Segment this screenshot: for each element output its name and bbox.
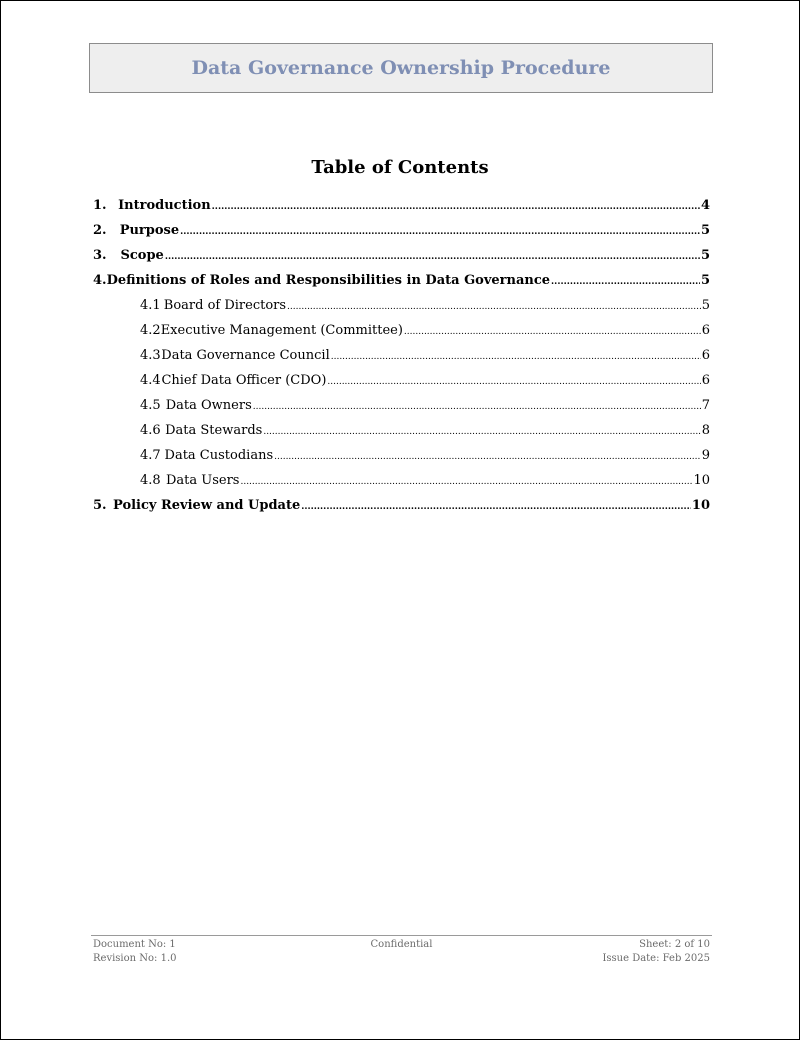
toc-dot-leader: [287, 296, 701, 318]
toc-entry-introduction[interactable]: [93, 195, 710, 220]
toc-entry-definitions[interactable]: [93, 270, 710, 295]
toc-entry-number: 4.1: [140, 298, 161, 313]
toc-entry-executive-management[interactable]: [93, 320, 710, 345]
toc-dot-leader: [240, 471, 692, 493]
toc-dot-leader: [253, 396, 701, 418]
toc-entry-title: Data Governance Council: [161, 348, 330, 363]
toc-dot-leader: [331, 346, 701, 368]
toc-entry-page: 5: [700, 248, 710, 263]
toc-entry-title: Data Custodians: [164, 448, 274, 463]
toc-entry-title: Definitions of Roles and Responsibilities in Data Governance: [106, 273, 551, 288]
toc-entry-title: Data Stewards: [165, 423, 263, 438]
toc-entry-title: Board of Directors: [163, 298, 287, 313]
toc-entry-title: Chief Data Officer (CDO): [161, 373, 327, 388]
toc-entry-number: 4.3: [140, 348, 161, 363]
toc-entry-page: 5: [701, 298, 710, 313]
toc-dot-leader: [301, 496, 691, 518]
toc-entry-page: 6: [701, 373, 710, 388]
toc-entry-chief-data-officer[interactable]: [93, 370, 710, 395]
toc-dot-leader: [212, 196, 700, 218]
toc-entry-purpose[interactable]: [93, 220, 710, 245]
toc-entry-number: 3.: [93, 248, 107, 263]
toc-entry-page: 6: [701, 323, 710, 338]
toc-dot-leader: [551, 271, 700, 293]
toc-entry-title: Scope: [120, 248, 164, 263]
sheet-number: Sheet: 2 of 10: [639, 939, 710, 950]
toc-entry-number: 4.4: [140, 373, 161, 388]
toc-entry-number: 4.8: [140, 473, 161, 488]
toc-entry-number: 5.: [93, 498, 107, 513]
toc-entry-title: Data Owners: [165, 398, 252, 413]
toc-entry-page: 9: [701, 448, 710, 463]
toc-dot-leader: [165, 246, 700, 268]
toc-dot-leader: [404, 321, 701, 343]
toc-dot-leader: [263, 421, 700, 443]
toc-entry-page: 5: [700, 273, 710, 288]
toc-entry-page: 5: [700, 223, 710, 238]
toc-entry-title: Policy Review and Update: [113, 498, 301, 513]
toc-entry-number: 2.: [93, 223, 107, 238]
issue-date: Issue Date: Feb 2025: [602, 953, 710, 964]
toc-entry-page: 6: [701, 348, 710, 363]
revision-number: Revision No: 1.0: [93, 953, 177, 964]
toc-heading: Table of Contents: [311, 157, 489, 178]
toc-entry-number: 1.: [93, 198, 107, 213]
toc-entry-number: 4.: [93, 273, 107, 288]
toc-entry-board-of-directors[interactable]: [93, 295, 710, 320]
toc-entry-data-users[interactable]: [93, 470, 710, 495]
toc-entry-page: 10: [693, 473, 710, 488]
toc-dot-leader: [327, 371, 700, 393]
toc-entry-data-stewards[interactable]: [93, 420, 710, 445]
table-of-contents: [93, 195, 710, 520]
toc-entry-number: 4.5: [140, 398, 161, 413]
toc-entry-title: Introduction: [118, 198, 211, 213]
toc-entry-data-governance-council[interactable]: [93, 345, 710, 370]
document-header: [89, 43, 713, 93]
toc-entry-number: 4.7: [140, 448, 161, 463]
toc-entry-number: 4.2: [140, 323, 161, 338]
toc-dot-leader: [274, 446, 701, 468]
toc-entry-title: Executive Management (Committee): [160, 323, 403, 338]
toc-entry-page: 7: [701, 398, 710, 413]
toc-entry-policy-review[interactable]: [93, 495, 710, 520]
toc-entry-scope[interactable]: [93, 245, 710, 270]
classification-label: Confidential: [370, 939, 433, 950]
toc-entry-data-owners[interactable]: [93, 395, 710, 420]
toc-entry-title: Data Users: [165, 473, 240, 488]
toc-entry-page: 10: [691, 498, 710, 513]
toc-entry-number: 4.6: [140, 423, 161, 438]
toc-entry-data-custodians[interactable]: [93, 445, 710, 470]
footer-divider: [91, 935, 712, 936]
footer-right: [602, 938, 710, 966]
document-number: Document No: 1: [93, 939, 176, 950]
document-title: Data Governance Ownership Procedure: [191, 57, 611, 79]
toc-entry-title: Purpose: [119, 223, 180, 238]
toc-entry-page: 4: [700, 198, 710, 213]
toc-entry-page: 8: [701, 423, 710, 438]
toc-dot-leader: [180, 221, 700, 243]
